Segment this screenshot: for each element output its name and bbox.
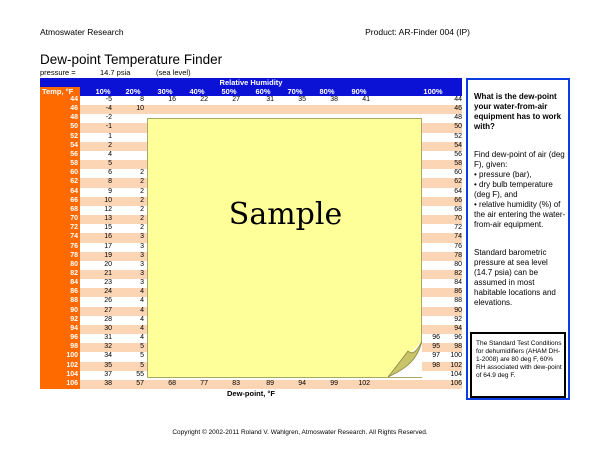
temp-cell: 44 — [70, 96, 78, 103]
dew-point-cell-100pct: 50 — [454, 123, 462, 131]
test-conditions-note — [470, 332, 566, 398]
temp-cell: 72 — [70, 224, 78, 232]
dew-point-cell: 4 — [140, 297, 144, 305]
note-text: The Standard Test Conditions for dehumidifiers (AHAM DH-1-2008) are 80 deg F, 60% RH associated with dew-point of 64.9 deg F. — [476, 340, 562, 379]
dew-point-cell: 5 — [108, 160, 112, 168]
temp-cell: 60 — [70, 169, 78, 177]
temp-cell: 80 — [70, 260, 78, 268]
dew-point-cell-100pct: 84 — [454, 279, 462, 287]
dew-point-cell: 2 — [140, 169, 144, 177]
dew-point-cell: 1 — [108, 132, 112, 140]
dew-point-cell-100pct: 46 — [454, 105, 462, 113]
temp-cell: 90 — [70, 306, 78, 314]
dew-point-cell: 5 — [140, 343, 144, 351]
dew-point-cell: 8 — [108, 178, 112, 186]
dew-point-cell: 4 — [108, 150, 112, 158]
dew-point-cell: 27 — [232, 96, 240, 103]
dew-point-cell: -2 — [105, 114, 112, 122]
temp-cell: 106 — [66, 379, 78, 387]
temp-cell: 84 — [70, 279, 78, 287]
temp-cell: 100 — [66, 352, 78, 360]
pressure-value: 14.7 psia — [100, 68, 131, 77]
dew-point-cell: 4 — [140, 315, 144, 323]
rh-column-90pct: 90% — [351, 87, 367, 96]
dew-point-cell: 28 — [104, 315, 112, 323]
dew-point-cell: 3 — [140, 233, 144, 241]
dew-point-cell: 15 — [104, 224, 112, 232]
temp-cell: 104 — [66, 370, 78, 378]
dew-point-cell: 2 — [140, 187, 144, 195]
info-question: What is the dew-point your water-from-air equipment has to work with? — [474, 92, 562, 131]
temp-cell: 88 — [70, 297, 78, 305]
dew-point-cell: 2 — [140, 196, 144, 204]
dew-point-cell: 31 — [266, 96, 274, 103]
dew-point-cell: 17 — [104, 242, 112, 250]
dew-point-cell-100pct: 56 — [454, 150, 462, 158]
dew-point-cell: 38 — [104, 379, 112, 387]
dew-point-cell: 89 — [266, 379, 274, 387]
rh-column-20pct: 20% — [125, 87, 141, 96]
product-id: Product: AR-Finder 004 (IP) — [365, 27, 470, 37]
info-find: Find dew-point of air (deg F), given: • pressure (bar), • dry bulb temperature (deg F), and • relative humidity (%) of the air entering the water-from-air equipment. — [474, 150, 566, 229]
dew-point-cell-100pct: 68 — [454, 205, 462, 213]
dew-point-cell: 98 — [432, 361, 440, 369]
temp-cell: 94 — [70, 324, 78, 332]
dew-point-cell: 4 — [140, 334, 144, 342]
dew-point-cell: 99 — [330, 379, 338, 387]
dew-point-cell: 2 — [108, 141, 112, 149]
dew-point-cell: 3 — [140, 251, 144, 259]
dew-point-cell: 3 — [140, 242, 144, 250]
dew-point-cell: 23 — [104, 279, 112, 287]
dew-point-cell: 31 — [104, 334, 112, 342]
page-curl-icon — [388, 341, 422, 377]
temp-cell: 66 — [70, 196, 78, 204]
dew-point-cell-100pct: 48 — [454, 114, 462, 122]
dew-point-cell-100pct: 58 — [454, 160, 462, 168]
dew-point-cell: 4 — [140, 306, 144, 314]
dew-point-cell-100pct: 60 — [454, 169, 462, 177]
dew-point-cell-100pct: 62 — [454, 178, 462, 186]
pressure-note: (sea level) — [156, 68, 191, 77]
dew-point-cell: 3 — [140, 279, 144, 287]
rh-column-100pct: 100% — [423, 87, 443, 96]
dew-point-cell: 41 — [362, 96, 370, 103]
table-row — [80, 96, 462, 105]
temp-cell: 46 — [70, 105, 78, 113]
dew-point-cell-100pct: 104 — [450, 370, 462, 378]
dew-point-cell: 8 — [140, 96, 144, 103]
dew-point-cell: 22 — [200, 96, 208, 103]
table-row — [80, 105, 462, 114]
temp-cell: 58 — [70, 160, 78, 168]
dew-point-cell: 10 — [136, 105, 144, 113]
dew-point-cell: 57 — [136, 379, 144, 387]
page-title: Dew-point Temperature Finder — [40, 52, 223, 67]
temp-header: Temp, °F — [40, 87, 80, 96]
dew-point-cell: 2 — [140, 178, 144, 186]
dew-point-cell: 13 — [104, 215, 112, 223]
table-row — [80, 380, 462, 389]
info-standard: Standard barometric pressure at sea level (14.7 psia) can be assumed in most habitable locations and elevations. — [474, 248, 556, 307]
dew-point-cell: 16 — [168, 96, 176, 103]
dew-point-cell: 24 — [104, 288, 112, 296]
dew-point-cell-100pct: 76 — [454, 242, 462, 250]
temp-cell: 62 — [70, 178, 78, 186]
info-panel — [466, 78, 570, 400]
dew-point-cell: 97 — [432, 352, 440, 360]
dew-point-cell: 35 — [104, 361, 112, 369]
dew-point-cell-100pct: 74 — [454, 233, 462, 241]
temp-cell: 70 — [70, 215, 78, 223]
dew-point-cell: 34 — [104, 352, 112, 360]
dew-point-cell: 20 — [104, 260, 112, 268]
dew-point-cell-100pct: 102 — [450, 361, 462, 369]
dew-point-cell: 5 — [140, 361, 144, 369]
dew-point-cell: 2 — [140, 205, 144, 213]
dew-point-cell-100pct: 54 — [454, 141, 462, 149]
dew-point-cell-100pct: 44 — [454, 96, 462, 103]
rh-column-50pct: 50% — [221, 87, 237, 96]
dew-point-cell-100pct: 66 — [454, 196, 462, 204]
rh-column-70pct: 70% — [287, 87, 303, 96]
dew-point-cell: 9 — [108, 187, 112, 195]
temp-cell: 86 — [70, 288, 78, 296]
dew-point-cell-100pct: 70 — [454, 215, 462, 223]
pressure-label: pressure = — [40, 68, 76, 77]
dew-point-cell-100pct: 78 — [454, 251, 462, 259]
temp-cell: 64 — [70, 187, 78, 195]
dew-point-cell-100pct: 92 — [454, 315, 462, 323]
temp-cell: 76 — [70, 242, 78, 250]
dew-point-cell: 32 — [104, 343, 112, 351]
dew-point-cell: 21 — [104, 269, 112, 277]
dew-point-cell: 55 — [136, 370, 144, 378]
dew-point-cell: 6 — [108, 169, 112, 177]
rh-column-headers — [40, 87, 462, 96]
dew-point-cell: 96 — [432, 334, 440, 342]
dew-point-cell: 4 — [140, 288, 144, 296]
temp-cell: 96 — [70, 334, 78, 342]
pressure-row — [40, 68, 260, 78]
dew-point-cell: 68 — [168, 379, 176, 387]
dew-point-axis-label: Dew-point, °F — [227, 389, 275, 398]
temp-cell: 74 — [70, 233, 78, 241]
temp-cell: 52 — [70, 132, 78, 140]
dew-point-cell: 3 — [140, 269, 144, 277]
temp-cell: 50 — [70, 123, 78, 131]
temp-cell: 98 — [70, 343, 78, 351]
dew-point-cell: 102 — [358, 379, 370, 387]
dew-point-cell-100pct: 80 — [454, 260, 462, 268]
copyright-footer: Copyright © 2002-2011 Roland V. Wahlgren, Atmoswater Research. All Rights Reserved. — [172, 429, 428, 436]
dew-point-cell: 16 — [104, 233, 112, 241]
temp-cell: 48 — [70, 114, 78, 122]
sample-overlay — [147, 118, 422, 378]
rh-column-10pct: 10% — [95, 87, 111, 96]
dew-point-cell: 19 — [104, 251, 112, 259]
dew-point-cell-100pct: 72 — [454, 224, 462, 232]
dew-point-cell: 94 — [298, 379, 306, 387]
dew-point-cell-100pct: 90 — [454, 306, 462, 314]
company-name: Atmoswater Research — [40, 27, 124, 37]
sample-watermark: Sample — [228, 197, 343, 232]
temp-cell: 56 — [70, 150, 78, 158]
dew-point-cell: 2 — [140, 215, 144, 223]
dew-point-cell: -4 — [105, 105, 112, 113]
dew-point-cell: 4 — [140, 324, 144, 332]
dew-point-cell: 38 — [330, 96, 338, 103]
rh-column-30pct: 30% — [157, 87, 173, 96]
dew-point-cell: 30 — [104, 324, 112, 332]
dew-point-cell: -5 — [105, 96, 112, 103]
temp-cell: 82 — [70, 269, 78, 277]
dew-point-cell: 2 — [140, 224, 144, 232]
dew-point-cell: 26 — [104, 297, 112, 305]
dew-point-cell: 27 — [104, 306, 112, 314]
dew-point-cell: 95 — [432, 343, 440, 351]
temp-cell: 78 — [70, 251, 78, 259]
dew-point-cell: 83 — [232, 379, 240, 387]
rh-column-40pct: 40% — [189, 87, 205, 96]
rh-column-60pct: 60% — [255, 87, 271, 96]
temp-cell: 92 — [70, 315, 78, 323]
dew-point-cell: 10 — [104, 196, 112, 204]
dew-point-cell: 5 — [140, 352, 144, 360]
dew-point-cell-100pct: 86 — [454, 288, 462, 296]
dew-point-cell-100pct: 82 — [454, 269, 462, 277]
dew-point-cell: 12 — [104, 205, 112, 213]
dew-point-cell: 77 — [200, 379, 208, 387]
dew-point-cell-100pct: 88 — [454, 297, 462, 305]
dew-point-cell-100pct: 96 — [454, 334, 462, 342]
dew-point-cell: 35 — [298, 96, 306, 103]
dew-point-cell: 3 — [140, 260, 144, 268]
dew-point-cell-100pct: 52 — [454, 132, 462, 140]
dew-point-cell-100pct: 98 — [454, 343, 462, 351]
dew-point-cell: 37 — [104, 370, 112, 378]
dew-point-cell-100pct: 64 — [454, 187, 462, 195]
temp-cell: 54 — [70, 141, 78, 149]
dew-point-cell-100pct: 106 — [450, 379, 462, 387]
temp-column — [40, 96, 80, 389]
dew-point-cell-100pct: 94 — [454, 324, 462, 332]
dew-point-cell-100pct: 100 — [450, 352, 462, 360]
dew-point-cell: -1 — [105, 123, 112, 131]
temp-cell: 102 — [66, 361, 78, 369]
temp-cell: 68 — [70, 205, 78, 213]
rh-column-80pct: 80% — [319, 87, 335, 96]
relative-humidity-header: Relative Humidity — [40, 78, 462, 87]
